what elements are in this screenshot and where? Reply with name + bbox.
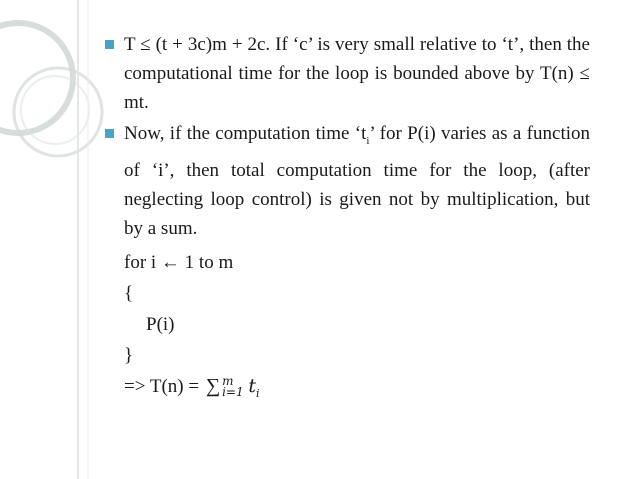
code-line-for: for i ← 1 to m xyxy=(124,251,234,273)
bullet-text-2-subscript: i xyxy=(366,134,370,147)
pseudocode-block xyxy=(100,247,590,402)
code-line-body: P(i) xyxy=(146,313,175,335)
code-line-close-brace: } xyxy=(124,344,134,366)
sum-term-subscript: i xyxy=(256,386,260,400)
bullet-item-2 xyxy=(100,119,590,243)
code-line-open-brace: { xyxy=(124,282,134,304)
sum-upper-limit: m xyxy=(222,374,234,389)
square-bullet-icon xyxy=(105,40,114,49)
slide-body xyxy=(100,30,590,402)
sum-lower-limit: i=1 xyxy=(222,385,244,400)
sigma-symbol: ∑ xyxy=(205,374,221,397)
square-bullet-icon xyxy=(105,129,114,138)
result-prefix: => T(n) = xyxy=(124,375,204,397)
sum-term: t xyxy=(248,374,257,397)
bullet-item-1 xyxy=(100,30,590,117)
result-formula xyxy=(124,371,590,402)
summation xyxy=(204,371,260,409)
bullet-text-2-pre: Now, if the computation time ‘t xyxy=(124,123,367,144)
bullet-text-2-post: ’ for P(i) varies as a function of ‘i’, then total computation time for the loop, (after neglecting loop control) is given not by multiplication, but by a sum. xyxy=(124,123,590,239)
bullet-text-1: T ≤ (t + 3c)m + 2c. If ‘c’ is very small relative to ‘t’, then the computational time for the loop is bounded above by T(n) ≤ mt. xyxy=(124,34,590,113)
